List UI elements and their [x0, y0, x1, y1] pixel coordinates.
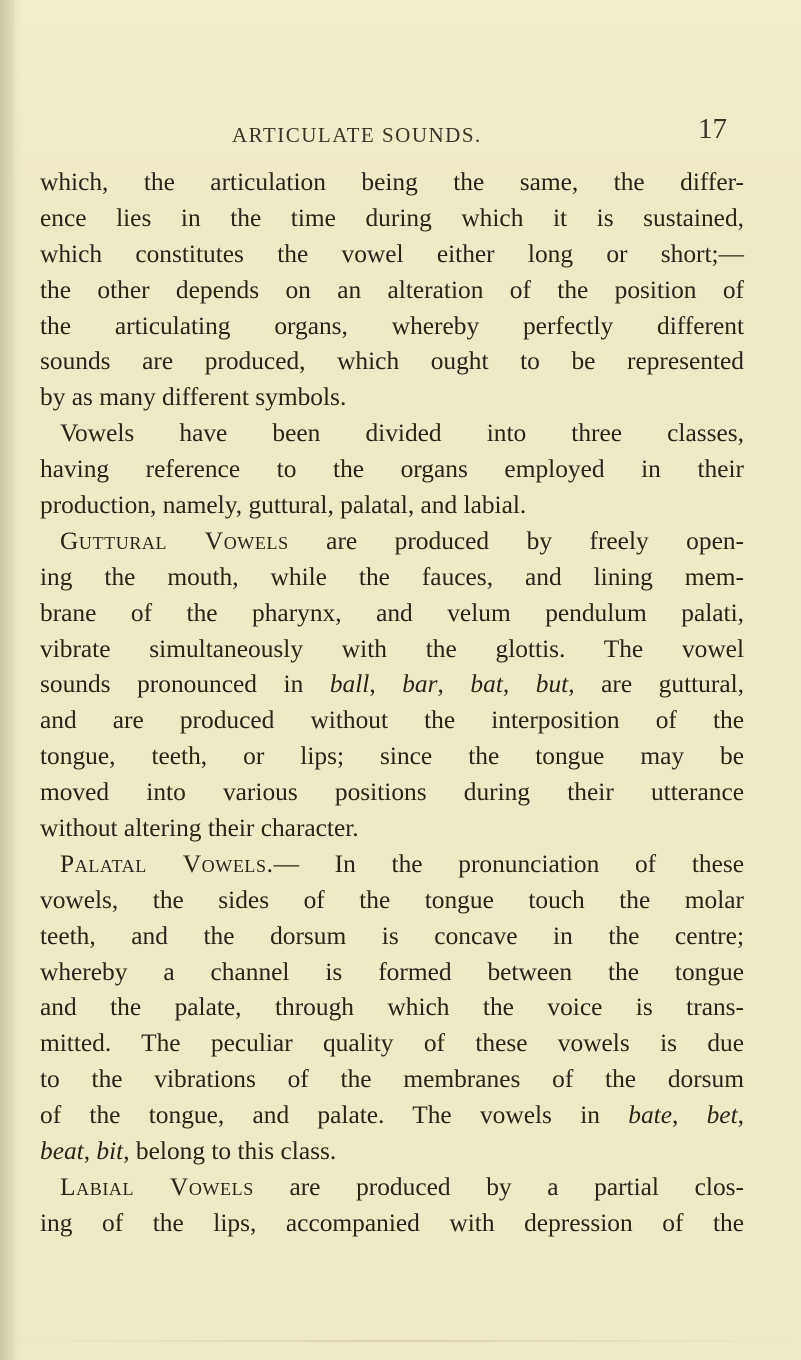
text-run: are produced by freely open-	[288, 526, 744, 555]
running-title: ARTICULATE SOUNDS.	[232, 123, 482, 147]
text-line	[40, 523, 744, 559]
text-line: mitted. The peculiar quality of these vowels is due	[40, 1029, 744, 1058]
text-run: are produced by a partial clos-	[253, 1172, 744, 1201]
text-line: vowels, the sides of the tongue touch the molar	[40, 885, 744, 914]
page-number: 17	[698, 113, 727, 145]
example-word: bit	[96, 1137, 124, 1166]
example-word: bate	[628, 1101, 672, 1130]
text-run: — In the pronunciation of these	[273, 849, 744, 878]
body-text	[40, 164, 744, 1241]
text-line	[40, 666, 744, 702]
text-run: sounds pronounced in	[40, 670, 330, 699]
text-line: Vowels have been divided into three classes,	[60, 419, 744, 448]
text-line	[40, 1169, 744, 1205]
text-run: , belong to this class.	[123, 1137, 337, 1166]
text-line: to the vibrations of the membranes of the dorsum	[40, 1065, 744, 1094]
text-line: without altering their character.	[40, 814, 359, 843]
text-run: ,	[502, 670, 536, 699]
example-word: ball	[329, 670, 370, 699]
text-line: and are produced without the interposition of the	[40, 706, 744, 735]
example-word: but	[535, 670, 569, 699]
section-heading-guttural: Guttural Vowels	[60, 526, 289, 555]
text-line: vibrate simultaneously with the glottis. The vowel	[40, 634, 744, 663]
text-run: ,	[437, 670, 471, 699]
example-word: bet	[706, 1101, 738, 1130]
text-line: which, the articulation being the same, the differ-	[40, 168, 744, 196]
text-run: ,	[369, 670, 403, 699]
text-run: of the tongue, and palate. The vowels in	[40, 1101, 629, 1130]
running-head	[232, 113, 732, 153]
page-bottom-edge	[0, 1340, 801, 1342]
example-word: beat	[40, 1137, 84, 1166]
text-line: and the palate, through which the voice is trans-	[40, 993, 744, 1022]
section-heading-labial: Labial Vowels	[60, 1172, 254, 1201]
text-line: ing the mouth, while the fauces, and lining mem-	[40, 562, 744, 591]
text-line: teeth, and the dorsum is concave in the centre;	[40, 921, 744, 950]
page-gutter-shadow	[0, 0, 14, 1360]
text-line: whereby a channel is formed between the tongue	[40, 957, 744, 986]
text-line	[40, 846, 744, 882]
text-line: ing of the lips, accompanied with depression of the	[40, 1208, 744, 1237]
text-run: ,	[671, 1101, 707, 1130]
text-line: tongue, teeth, or lips; since the tongue may be	[40, 742, 744, 771]
text-line: having reference to the organs employed in their	[40, 455, 744, 484]
text-line: ence lies in the time during which it is sustained,	[40, 203, 744, 232]
text-line: by as many different symbols.	[40, 383, 347, 412]
example-word: bat	[470, 670, 503, 699]
text-line	[40, 1097, 744, 1133]
text-run: ,	[737, 1101, 744, 1130]
section-heading-palatal: Palatal Vowels.	[60, 849, 274, 878]
text-line	[40, 1133, 744, 1169]
text-line: brane of the pharynx, and velum pendulum palati,	[40, 598, 744, 627]
text-run: ,	[83, 1137, 97, 1166]
text-run: , are guttural,	[568, 670, 745, 699]
text-line: the articulating organs, whereby perfectly different	[40, 311, 744, 340]
text-line: moved into various positions during their utterance	[40, 778, 744, 807]
text-line: sounds are produced, which ought to be represented	[40, 347, 744, 376]
text-line: production, namely, guttural, palatal, and labial.	[40, 491, 527, 520]
text-line: which constitutes the vowel either long or short;—	[40, 239, 744, 268]
text-line: the other depends on an alteration of the position of	[40, 275, 744, 304]
example-word: bar	[402, 670, 438, 699]
